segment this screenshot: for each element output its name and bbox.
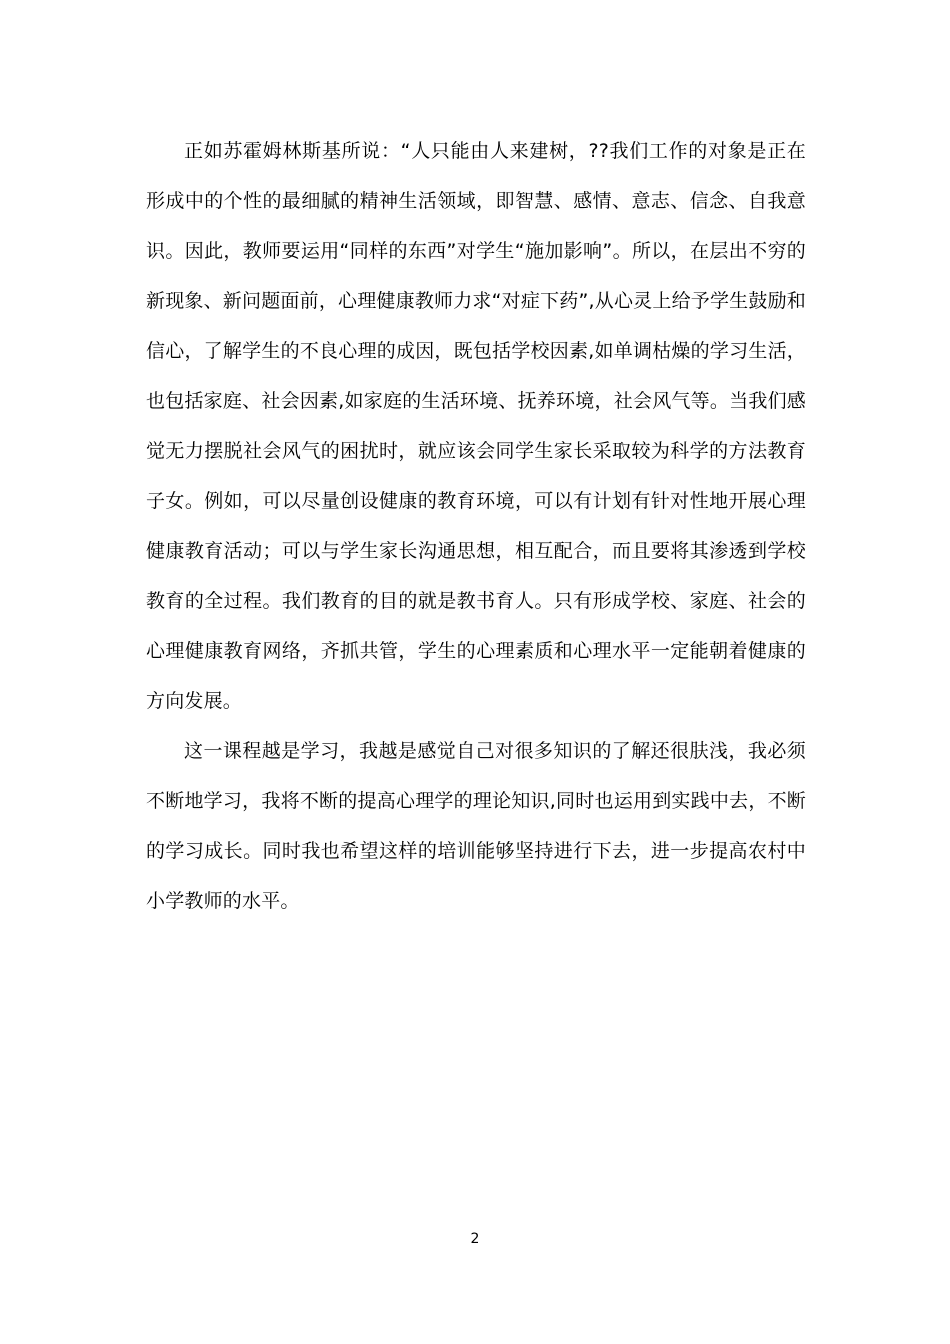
paragraph-1: 正如苏霍姆林斯基所说：“人只能由人来建树，??我们工作的对象是正在形成中的个性的最细腻的精神生活领域，即智慧、感情、意志、信念、自我意识。因此，教师要运用“同样的东西”对学生“施加影响”。所以，在层出不穷的新现象、新问题面前，心理健康教师力求“对症下药”,从心灵上给予学生鼓励和信心，了解学生的不良心理的成因，既包括学校因素,如单调枯燥的学习生活，也包括家庭、社会因素,如家庭的生活环境、抚养环境，社会风气等。当我们感觉无力摆脱社会风气的困扰时，就应该会同学生家长采取较为科学的方法教育子女。例如，可以尽量创设健康的教育环境，可以有计划有针对性地开展心理健康教育活动；可以与学生家长沟通思想，相互配合，而且要将其渗透到学校教育的全过程。我们教育的目的就是教书育人。只有形成学校、家庭、社会的心理健康教育网络，齐抓共管，学生的心理素质和心理水平一定能朝着健康的方向发展。 (146, 140, 806, 712)
paragraph-2: 这一课程越是学习，我越是感觉自己对很多知识的了解还很肤浅，我必须不断地学习，我将不断的提高心理学的理论知识,同时也运用到实践中去，不断的学习成长。同时我也希望这样的培训能够坚持进行下去，进一步提高农村中小学教师的水平。 (146, 740, 806, 912)
body-text (146, 126, 806, 926)
page-number: 2 (470, 1231, 480, 1247)
